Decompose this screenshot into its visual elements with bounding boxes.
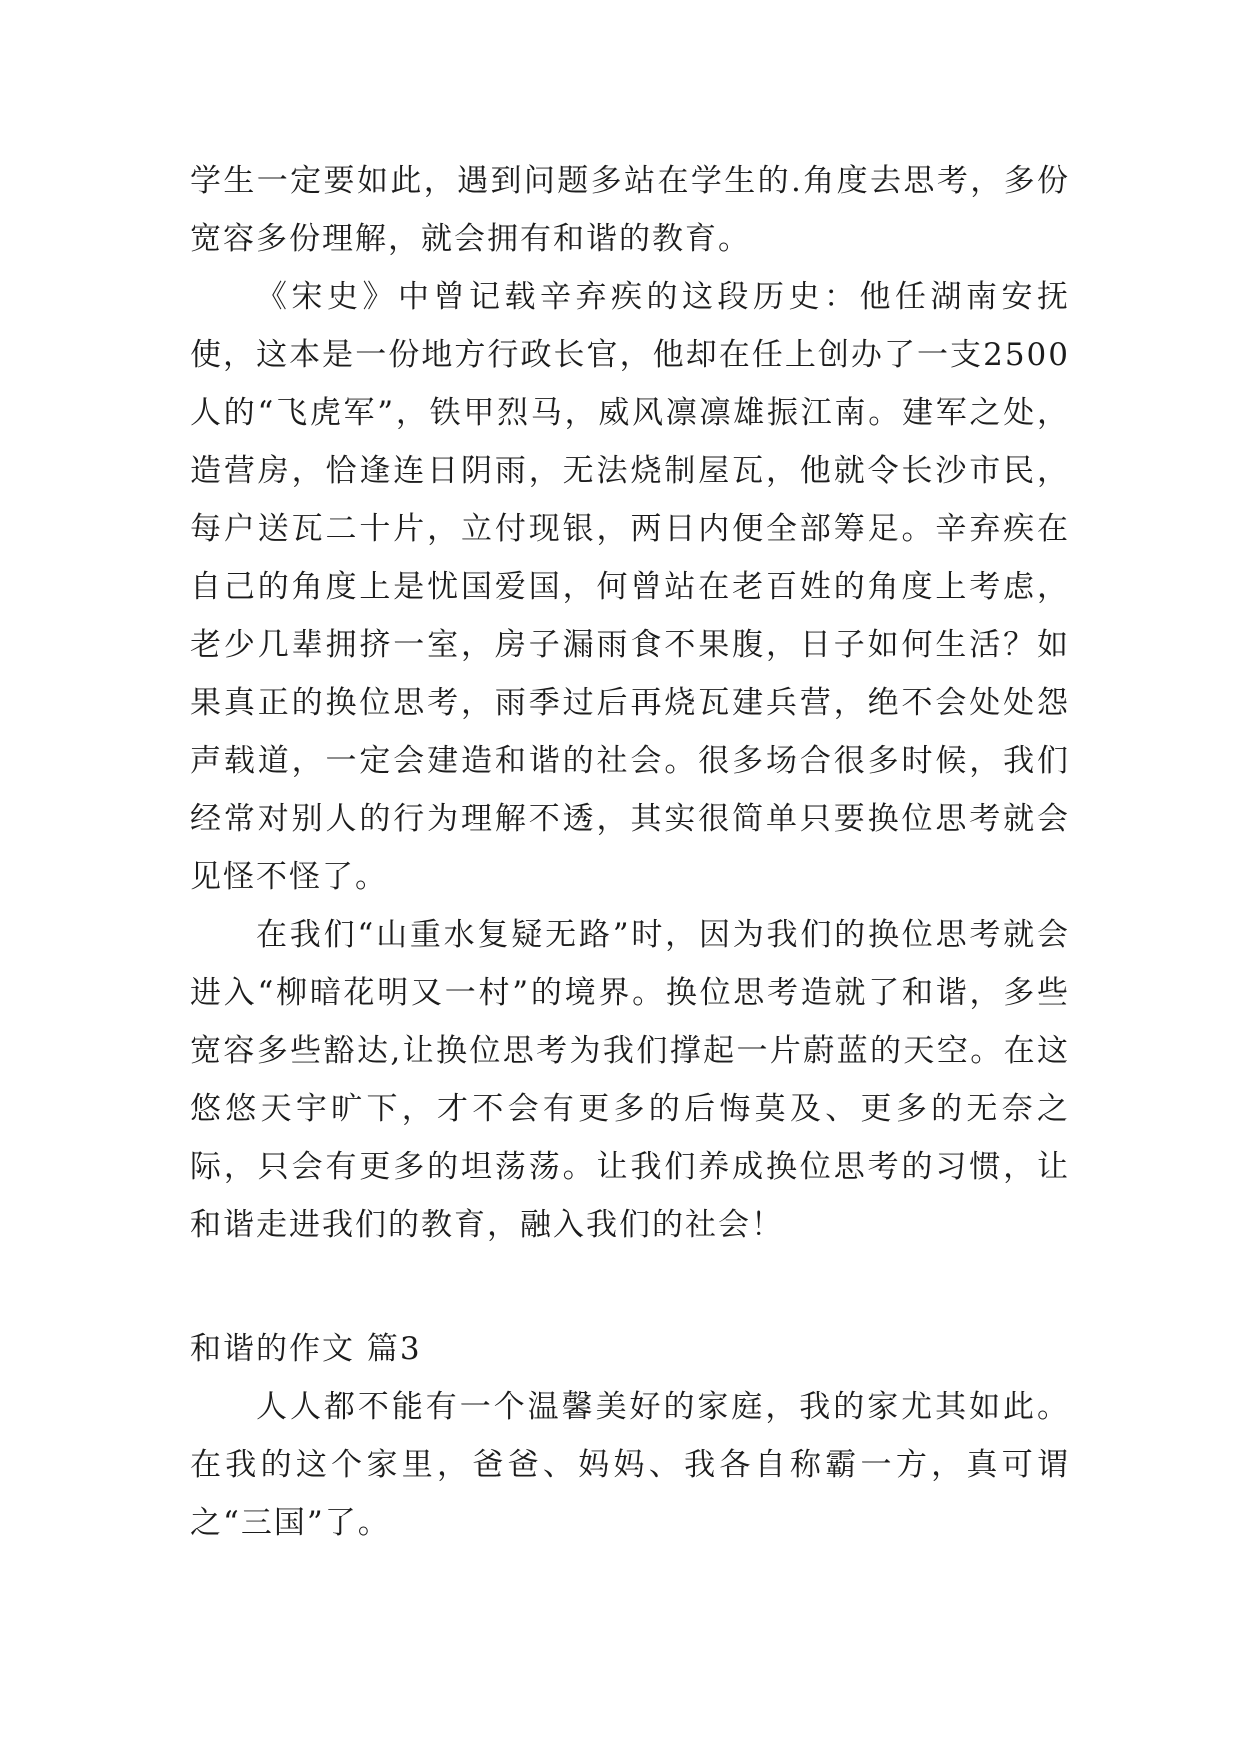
body-text-block-2 [190, 1378, 1070, 1552]
body-text-block [190, 152, 1070, 1254]
section-heading: 和谐的作文 篇3 [190, 1331, 422, 1367]
paragraph: 《宋史》中曾记载辛弃疾的这段历史：他任湖南安抚使，这本是一份地方行政长官，他却在任上创办了一支2500人的“飞虎军”，铁甲烈马，威风凛凛雄振江南。建军之处，造营房，恰逢连日阴雨，无法烧制屋瓦，他就令长沙市民，每户送瓦二十片，立付现银，两日内便全部筹足。辛弃疾在自己的角度上是忧国爱国，何曾站在老百姓的角度上考虑，老少几辈拥挤一室，房子漏雨食不果腹，日子如何生活？如果真正的换位思考，雨季过后再烧瓦建兵营，绝不会处处怨声载道，一定会建造和谐的社会。很多场合很多时候，我们经常对别人的行为理解不透，其实很简单只要换位思考就会见怪不怪了。 [190, 279, 1070, 895]
paragraph: 学生一定要如此，遇到问题多站在学生的.角度去思考，多份宽容多份理解，就会拥有和谐的教育。 [190, 163, 1070, 257]
paragraph: 人人都不能有一个温馨美好的家庭，我的家尤其如此。在我的这个家里，爸爸、妈妈、我各自称霸一方，真可谓之“三国”了。 [190, 1389, 1070, 1541]
paragraph: 在我们“山重水复疑无路”时，因为我们的换位思考就会进入“柳暗花明又一村”的境界。换位思考造就了和谐，多些宽容多些豁达,让换位思考为我们撑起一片蔚蓝的天空。在这悠悠天宇旷下，才不会有更多的后悔莫及、更多的无奈之际，只会有更多的坦荡荡。让我们养成换位思考的习惯，让和谐走进我们的教育，融入我们的社会！ [190, 917, 1070, 1243]
